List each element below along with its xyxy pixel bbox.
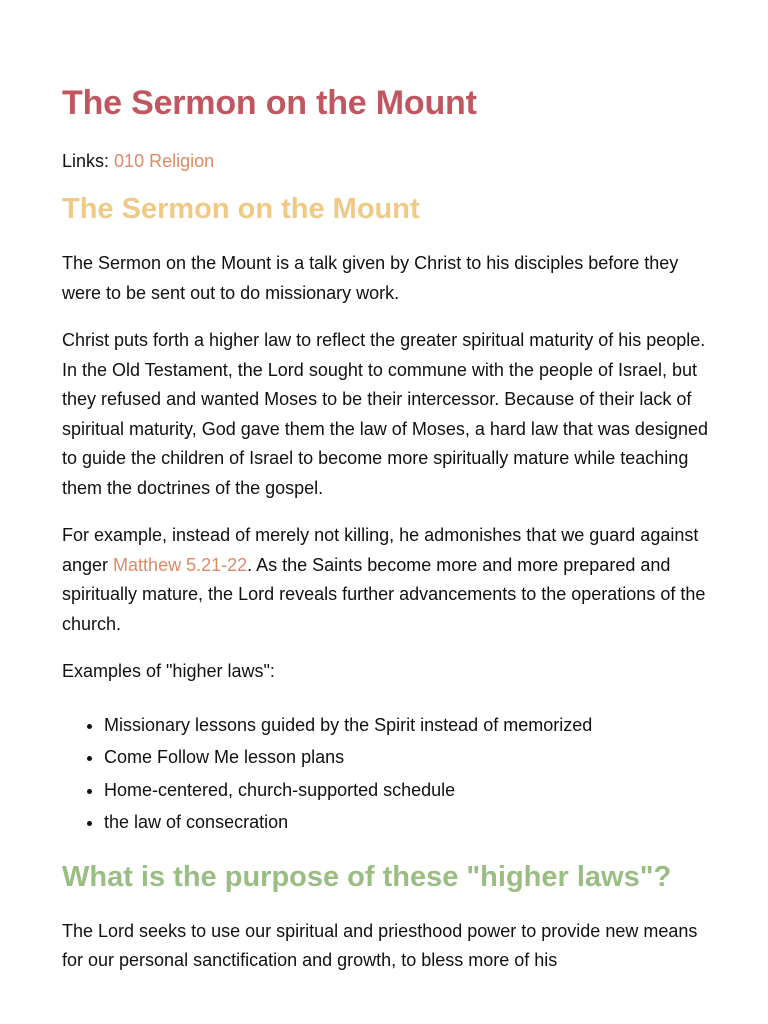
section-heading-sermon: The Sermon on the Mount (62, 193, 420, 225)
paragraph-example (62, 521, 722, 639)
examples-list (62, 709, 722, 839)
section-heading-purpose: What is the purpose of these "higher laws"? (62, 860, 672, 893)
paragraph-higher-law: Christ puts forth a higher law to reflect the greater spiritual maturity of his people. In the Old Testament, the Lord sought to commune with the people of Israel, but they refused and wanted Moses to be their intercessor. Because of their lack of spiritual maturity, God gave them the law of Moses, a hard law that was designed to guide the children of Israel to become more spiritually mature while teaching them the doctrines of the gospel. (62, 330, 708, 498)
list-item: • Come Follow Me lesson plans (104, 741, 722, 774)
matthew-link[interactable]: Matthew 5.21-22 (113, 554, 248, 575)
page-title: The Sermon on the Mount (62, 84, 477, 122)
paragraph-purpose: The Lord seeks to use our spiritual and priesthood power to provide new means for our personal sanctification and growth, to bless more of his (62, 920, 698, 970)
paragraph-example-text-after: . As the Saints become more and more prepared and spiritually mature, the Lord reveals further advancements to the operations of the church. (62, 554, 706, 634)
religion-link[interactable]: 010 Religion (114, 151, 215, 171)
list-item: • Home-centered, church-supported schedule (104, 774, 722, 807)
examples-intro: Examples of "higher laws": (62, 661, 275, 681)
paragraph-intro: The Sermon on the Mount is a talk given by Christ to his disciples before they were to be sent out to do missionary work. (62, 253, 679, 303)
document-content (62, 82, 722, 976)
list-item: • the law of consecration (104, 806, 722, 839)
links-line (62, 149, 722, 173)
links-label: Links: (62, 151, 110, 171)
paragraph-example-text-before: For example, instead of merely not killing, he admonishes that we guard against anger (62, 525, 699, 575)
list-item: • Missionary lessons guided by the Spirit instead of memorized (104, 709, 722, 742)
